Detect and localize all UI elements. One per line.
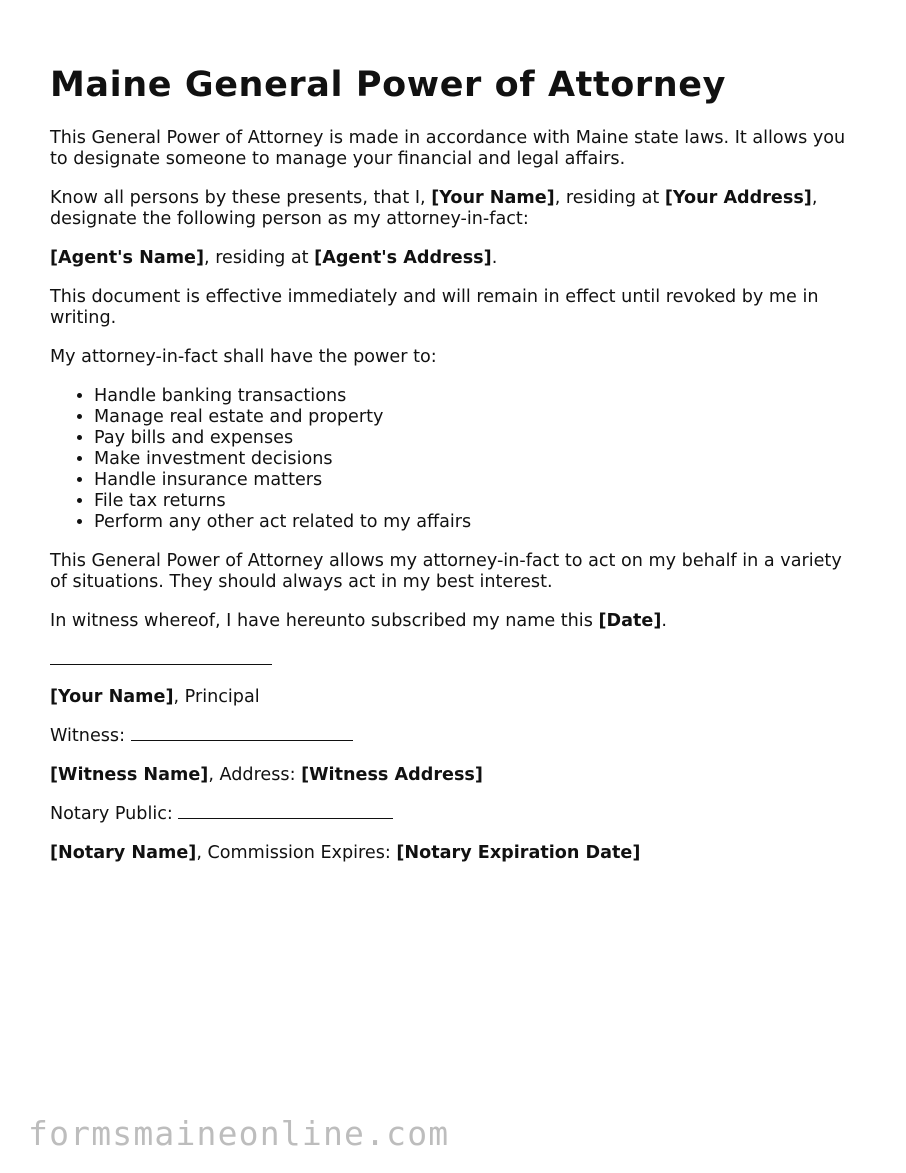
effective-paragraph: This document is effective immediately and will remain in effect until revoked by me in writing. <box>50 287 819 328</box>
witness-name-placeholder: [Witness Name] <box>50 765 209 785</box>
intro-paragraph: This General Power of Attorney is made in accordance with Maine state laws. It allows you to designate someone to manage your financial and legal affairs. <box>50 128 846 169</box>
agent-address-placeholder: [Agent's Address] <box>314 248 492 268</box>
notary-expires-label: , Commission Expires: <box>196 843 397 863</box>
list-item: • Perform any other act related to my affairs <box>94 512 860 533</box>
principal-name-placeholder: [Your Name] <box>50 687 174 707</box>
your-address-placeholder: [Your Address] <box>664 188 812 208</box>
principal-signature-line[interactable] <box>50 650 272 665</box>
designation-paragraph <box>50 188 860 230</box>
notary-expiration-placeholder: [Notary Expiration Date] <box>396 843 641 863</box>
agent-paragraph <box>50 248 860 269</box>
principal-line <box>50 687 860 708</box>
signature-block <box>50 650 860 864</box>
site-watermark: formsmaineonline.com <box>28 1114 450 1153</box>
agent-residing: , residing at <box>204 248 315 268</box>
notary-label: Notary Public: <box>50 804 179 824</box>
witness-address-placeholder: [Witness Address] <box>301 765 483 785</box>
witness-label: Witness: <box>50 726 131 746</box>
witness-details <box>50 765 860 786</box>
list-item: • Handle banking transactions <box>94 386 860 407</box>
summary-paragraph: This General Power of Attorney allows my attorney-in-fact to act on my behalf in a variety of situations. They should always act in my best interest. <box>50 551 842 592</box>
witness-signature-row <box>50 726 860 747</box>
witness-address-label: , Address: <box>208 765 302 785</box>
witness-clause <box>50 611 860 632</box>
principal-role: , Principal <box>173 687 260 707</box>
principal-signature-row <box>50 650 860 671</box>
powers-intro: My attorney-in-fact shall have the power to: <box>50 347 437 367</box>
notary-name-placeholder: [Notary Name] <box>50 843 197 863</box>
notary-signature-line[interactable] <box>178 805 393 819</box>
your-name-placeholder: [Your Name] <box>431 188 555 208</box>
designation-prefix: Know all persons by these presents, that I, <box>50 188 432 208</box>
witness-clause-prefix: In witness whereof, I have hereunto subscribed my name this <box>50 611 599 631</box>
date-placeholder: [Date] <box>598 611 662 631</box>
witness-signature-line[interactable] <box>131 727 353 741</box>
list-item: • Handle insurance matters <box>94 470 860 491</box>
page-title: Maine General Power of Attorney <box>50 65 727 105</box>
witness-clause-end: . <box>661 611 667 631</box>
designation-suffix: , designate the following person as my attorney-in-fact: <box>50 188 818 229</box>
designation-residing: , residing at <box>554 188 665 208</box>
list-item: • Pay bills and expenses <box>94 428 860 449</box>
list-item: • Make investment decisions <box>94 449 860 470</box>
list-item: • File tax returns <box>94 491 860 512</box>
agent-name-placeholder: [Agent's Name] <box>50 248 205 268</box>
notary-details <box>50 843 860 864</box>
list-item: • Manage real estate and property <box>94 407 860 428</box>
notary-signature-row <box>50 804 860 825</box>
powers-list <box>50 386 860 533</box>
document-page <box>50 60 860 882</box>
agent-end: . <box>491 248 498 268</box>
